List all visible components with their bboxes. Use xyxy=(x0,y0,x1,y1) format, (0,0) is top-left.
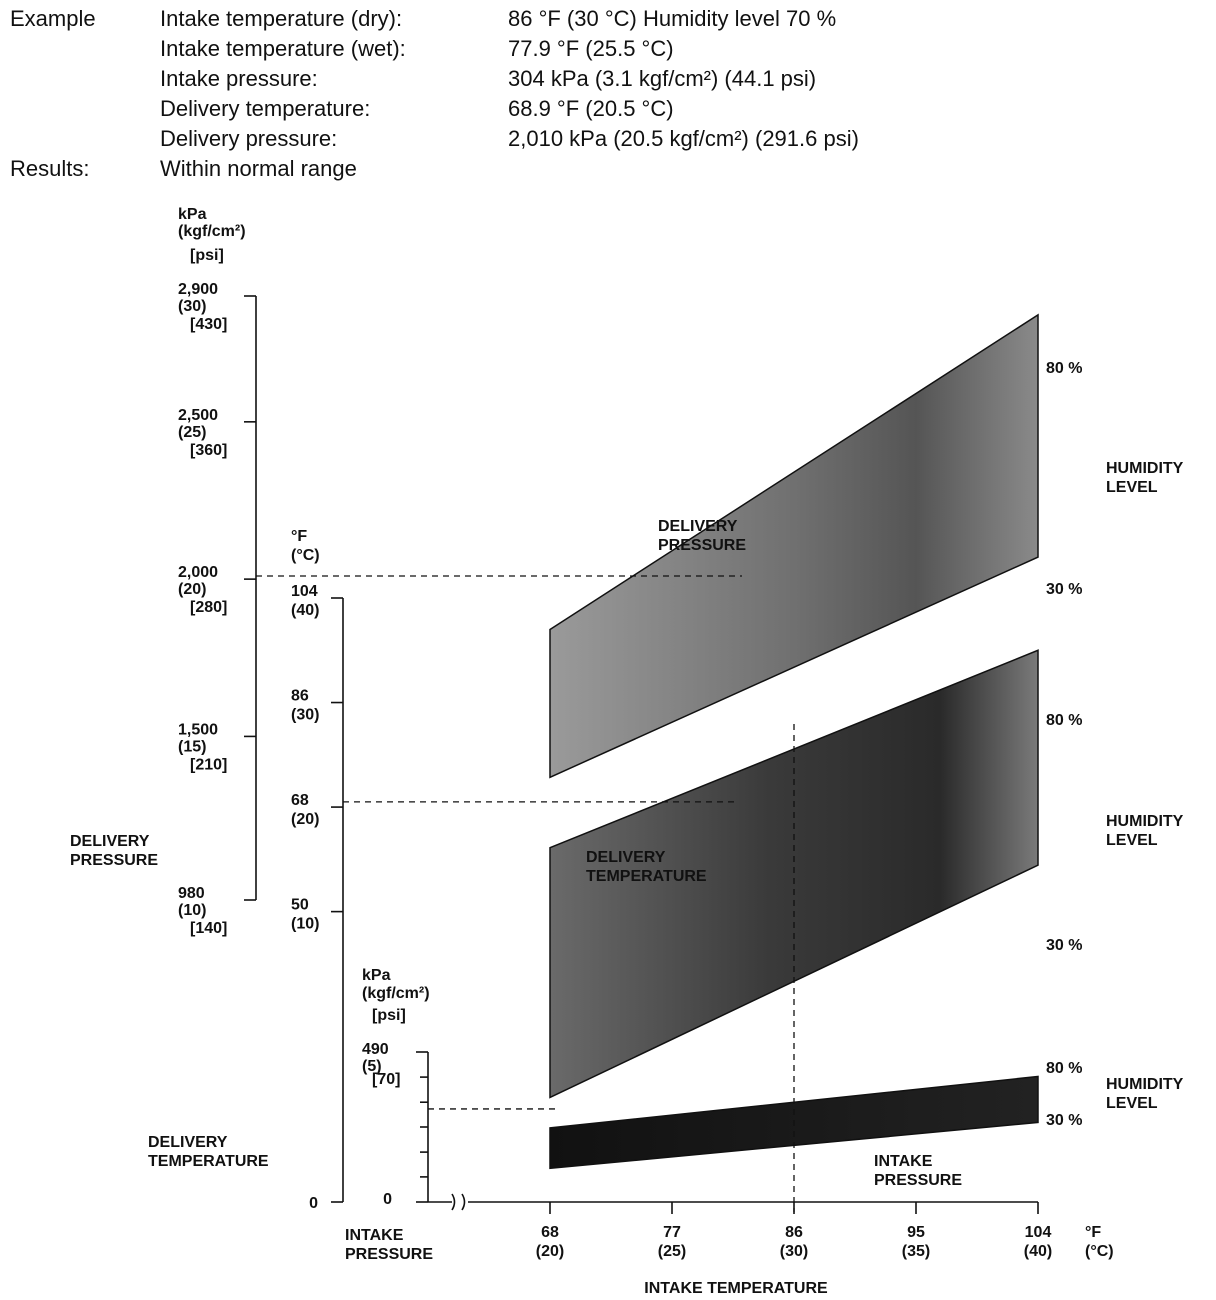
results-value: Within normal range xyxy=(160,156,357,181)
example-row-name: Delivery pressure: xyxy=(160,126,338,151)
results-label: Results: xyxy=(10,156,90,181)
dp-tick-label: 1,500 xyxy=(178,721,219,739)
humidity-level-label: LEVEL xyxy=(1106,832,1158,849)
ip-unit-label: (kgf/cm²) xyxy=(362,985,430,1002)
humidity-level-label: LEVEL xyxy=(1106,1095,1158,1112)
delivery-temperature-axis xyxy=(148,528,343,1212)
intake-pressure-axis xyxy=(345,967,433,1263)
dt-axis-name: TEMPERATURE xyxy=(148,1153,269,1170)
ip-tick-label: (5) xyxy=(362,1058,382,1075)
x-tick-label: 95 xyxy=(907,1224,925,1241)
delivery-temperature-band-label: TEMPERATURE xyxy=(586,868,707,885)
humidity-30-label: 30 % xyxy=(1046,937,1083,954)
intake-pressure-band-label: INTAKE xyxy=(874,1153,933,1170)
delivery-pressure-band-label: DELIVERY xyxy=(658,518,738,535)
axis-break-icon xyxy=(452,1194,465,1210)
dt-tick-label: (40) xyxy=(291,602,320,619)
ip-tick-label: 0 xyxy=(383,1191,392,1208)
dt-tick-label: 50 xyxy=(291,896,309,914)
x-unit-label: (°C) xyxy=(1085,1243,1114,1260)
dp-tick-label: [360] xyxy=(190,441,228,459)
delivery-temperature-band-label: DELIVERY xyxy=(586,849,666,866)
dp-tick-label: 2,000 xyxy=(178,564,219,582)
ip-axis-name: INTAKE xyxy=(345,1227,404,1244)
example-row-value: 2,010 kPa (20.5 kgf/cm²) (291.6 psi) xyxy=(508,126,859,151)
example-row-name: Delivery temperature: xyxy=(160,96,371,121)
dp-tick-label: 2,900 xyxy=(178,281,219,298)
dp-tick-label: [210] xyxy=(190,756,228,774)
dt-unit-label: °F xyxy=(291,528,308,545)
dt-tick-label: 86 xyxy=(291,687,309,705)
ip-unit-label: [psi] xyxy=(372,1007,406,1024)
humidity-level-label: LEVEL xyxy=(1106,479,1158,496)
dp-axis-name: DELIVERY xyxy=(70,833,150,850)
dt-tick-label: 104 xyxy=(291,583,318,600)
dp-tick-label: [430] xyxy=(190,316,228,333)
x-tick-label: 86 xyxy=(785,1224,803,1241)
x-tick-label: 68 xyxy=(541,1224,559,1241)
ip-axis-name: PRESSURE xyxy=(345,1246,434,1263)
example-row-name: Intake temperature (dry): xyxy=(160,6,403,31)
x-axis-name: INTAKE TEMPERATURE xyxy=(644,1280,828,1297)
dp-unit-label: kPa xyxy=(178,206,207,223)
dp-tick-label: (25) xyxy=(178,423,207,441)
dt-unit-label: (°C) xyxy=(291,547,320,564)
dp-tick-label: [140] xyxy=(190,920,228,937)
example-row-name: Intake temperature (wet): xyxy=(160,36,406,61)
x-tick-label: (20) xyxy=(535,1243,565,1260)
dp-unit-label: (kgf/cm²) xyxy=(178,223,246,240)
example-row-value: 304 kPa (3.1 kgf/cm²) (44.1 psi) xyxy=(508,66,817,91)
x-tick-label: (25) xyxy=(657,1243,687,1260)
humidity-80-label: 80 % xyxy=(1046,360,1083,377)
x-tick-label: 104 xyxy=(1024,1224,1052,1241)
x-tick-label: 77 xyxy=(663,1224,681,1241)
example-header xyxy=(10,6,859,181)
humidity-30-label: 30 % xyxy=(1046,581,1083,598)
example-label: Example xyxy=(10,6,96,31)
dt-axis-name: DELIVERY xyxy=(148,1134,228,1151)
example-row-value: 86 °F (30 °C) Humidity level 70 % xyxy=(508,6,837,31)
example-row-value: 68.9 °F (20.5 °C) xyxy=(508,96,674,121)
delivery-pressure-axis xyxy=(70,206,256,937)
intake-pressure-band-label: PRESSURE xyxy=(874,1172,963,1189)
dp-tick-label: (15) xyxy=(178,738,207,756)
humidity-80-label: 80 % xyxy=(1046,1060,1083,1077)
x-tick-label: (30) xyxy=(779,1243,809,1260)
dt-tick-label: 0 xyxy=(309,1195,318,1212)
ip-tick-label: 490 xyxy=(362,1041,389,1058)
ip-tick-label: [70] xyxy=(372,1071,401,1089)
dp-tick-label: (10) xyxy=(178,902,207,919)
dt-tick-label: (30) xyxy=(291,706,320,724)
dp-tick-label: (20) xyxy=(178,581,207,599)
humidity-level-label: HUMIDITY xyxy=(1106,813,1184,830)
humidity-80-label: 80 % xyxy=(1046,712,1083,729)
dp-unit-label: [psi] xyxy=(190,247,224,264)
dp-axis-name: PRESSURE xyxy=(70,852,159,869)
intake-temperature-axis xyxy=(428,1194,1114,1297)
example-row-name: Intake pressure: xyxy=(160,66,318,91)
dp-tick-label: 980 xyxy=(178,885,205,902)
delivery-pressure-band-label: PRESSURE xyxy=(658,537,747,554)
x-unit-label: °F xyxy=(1085,1224,1102,1241)
example-row-value: 77.9 °F (25.5 °C) xyxy=(508,36,674,61)
dt-tick-label: (10) xyxy=(291,915,320,933)
humidity-level-label: HUMIDITY xyxy=(1106,1076,1184,1093)
ip-unit-label: kPa xyxy=(362,967,391,984)
humidity-30-label: 30 % xyxy=(1046,1112,1083,1129)
dp-tick-label: [280] xyxy=(190,599,228,617)
dp-tick-label: 2,500 xyxy=(178,406,219,424)
bands xyxy=(550,315,1184,1189)
dt-tick-label: (20) xyxy=(291,811,320,829)
x-tick-label: (40) xyxy=(1023,1243,1053,1260)
dp-tick-label: (30) xyxy=(178,298,207,315)
dt-tick-label: 68 xyxy=(291,792,309,810)
x-tick-label: (35) xyxy=(901,1243,931,1260)
humidity-level-label: HUMIDITY xyxy=(1106,460,1184,477)
